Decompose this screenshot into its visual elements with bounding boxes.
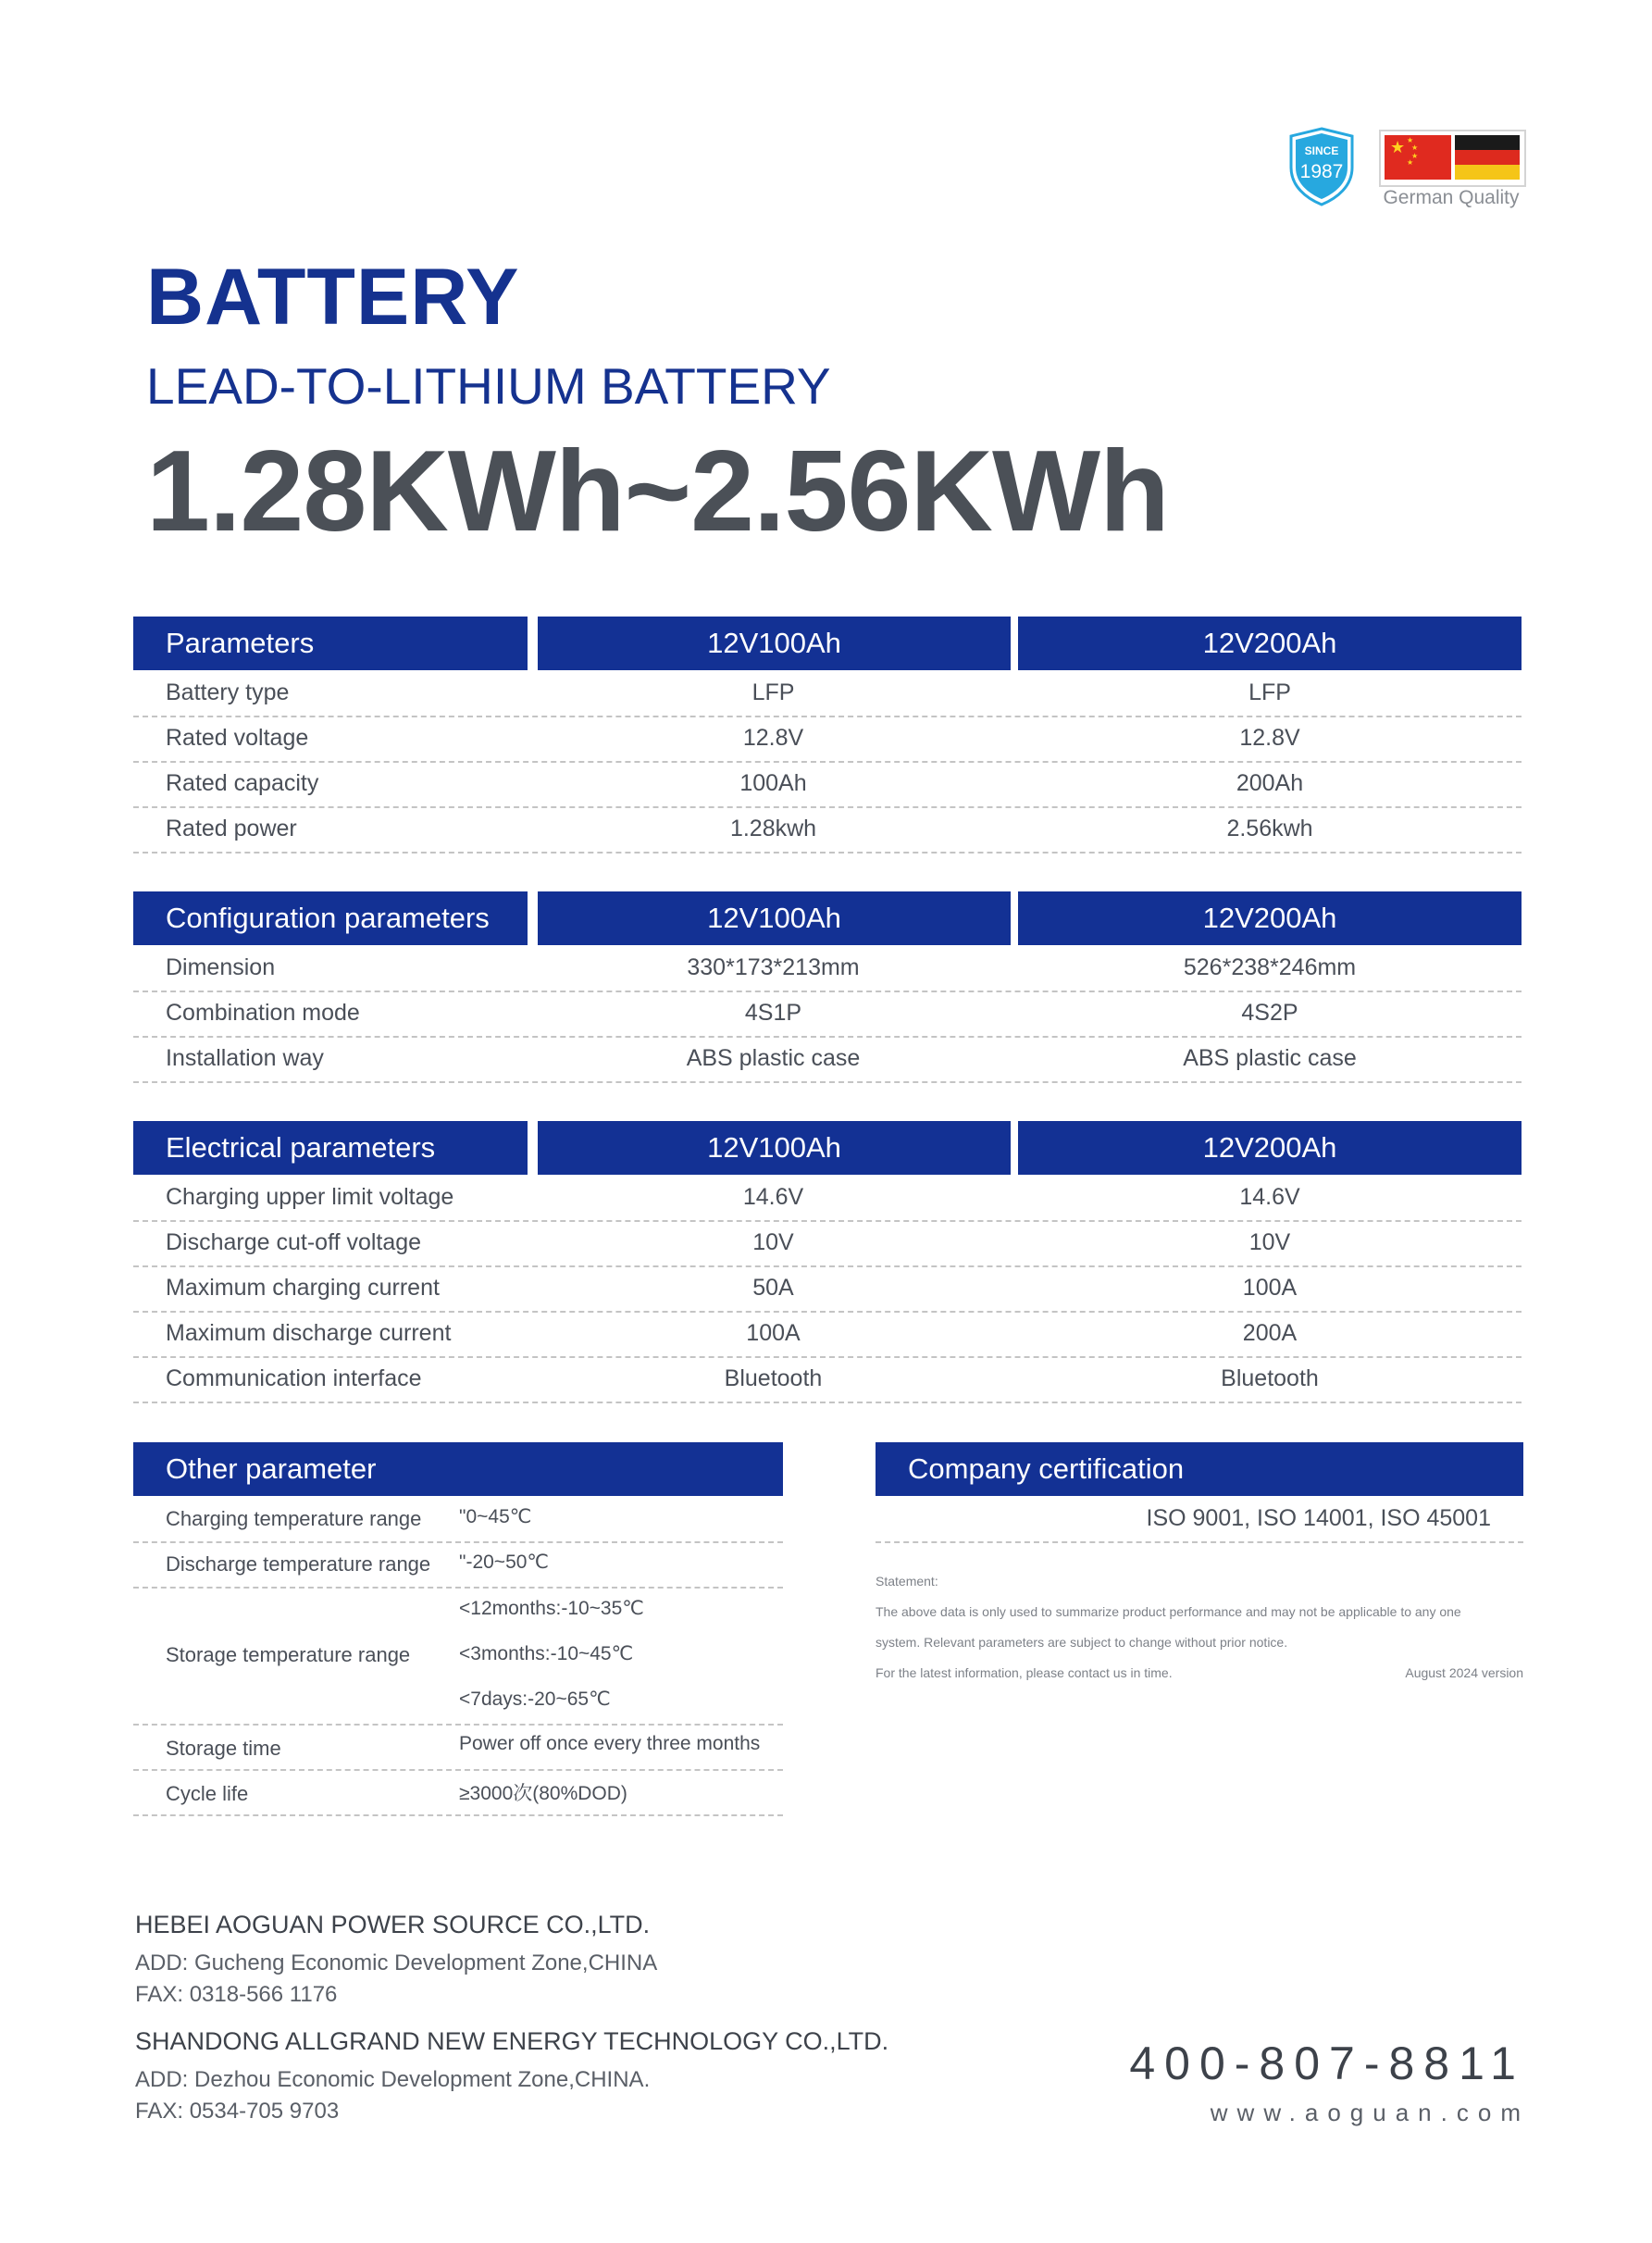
website: www.aoguan.com (1210, 2099, 1530, 2126)
table-row (133, 1769, 783, 1816)
row-value-200ah: LFP (1248, 679, 1291, 705)
table-row (133, 1036, 1522, 1083)
row-value-100ah: 330*173*213mm (687, 954, 860, 980)
table-header-label: Electrical parameters (133, 1121, 528, 1175)
certification-header: Company certification (876, 1442, 1523, 1496)
row-value-100ah: ABS plastic case (686, 1045, 861, 1071)
table-header-model-100ah: 12V100Ah (538, 617, 1011, 670)
statement-version: August 2024 version (1405, 1665, 1523, 1680)
row-label: Cycle life (166, 1782, 249, 1805)
table-row (133, 1541, 783, 1589)
table-row (133, 1496, 783, 1543)
row-value-200ah: 12.8V (1239, 725, 1300, 751)
row-label: Charging upper limit voltage (166, 1184, 454, 1210)
germany-flag-icon (1455, 135, 1520, 180)
table-row (133, 945, 1522, 992)
table-header-label: Parameters (133, 617, 528, 670)
table-header-model-200ah: 12V200Ah (1018, 891, 1522, 945)
row-label: Discharge cut-off voltage (166, 1229, 422, 1255)
row-value-200ah: 2.56kwh (1226, 816, 1313, 841)
statement-line: system. Relevant parameters are subject to change without prior notice. (876, 1635, 1288, 1650)
row-label: Rated power (166, 816, 297, 841)
table-row (133, 991, 1522, 1038)
table-row (133, 761, 1522, 808)
since-year: 1987 (1299, 161, 1344, 182)
flags-badge (1379, 130, 1526, 187)
row-value: <3months:-10~45℃ (459, 1643, 634, 1664)
table-row (133, 1311, 1522, 1358)
table-row (133, 806, 1522, 854)
table-row (133, 1724, 783, 1771)
company-address: ADD: Gucheng Economic Development Zone,CHINA (135, 1950, 658, 1975)
row-value-100ah: 100Ah (739, 770, 807, 796)
row-label: Discharge temperature range (166, 1552, 431, 1576)
other-parameter-header: Other parameter (133, 1442, 783, 1496)
company-address: ADD: Dezhou Economic Development Zone,CHINA. (135, 2067, 651, 2092)
statement-line: For the latest information, please contact us in time. (876, 1665, 1173, 1680)
since-label: SINCE (1304, 144, 1339, 157)
row-value-100ah: 100A (746, 1320, 801, 1346)
table-header-model-100ah: 12V100Ah (538, 891, 1011, 945)
company-fax: FAX: 0318-566 1176 (135, 1982, 338, 2007)
page-subtitle: LEAD-TO-LITHIUM BATTERY (146, 357, 831, 415)
row-label: Storage temperature range (166, 1643, 411, 1666)
row-value-200ah: 100A (1242, 1275, 1298, 1301)
table-row (133, 1587, 783, 1726)
row-value: Power off once every three months (459, 1733, 761, 1754)
row-value-100ah: 4S1P (744, 1000, 802, 1026)
row-label: Communication interface (166, 1365, 422, 1391)
page-title: BATTERY (146, 253, 520, 342)
table-row (133, 1220, 1522, 1267)
table-header-model-200ah: 12V200Ah (1018, 1121, 1522, 1175)
row-label: Rated capacity (166, 770, 319, 796)
row-label: Battery type (166, 679, 290, 705)
row-value-100ah: 12.8V (742, 725, 804, 751)
china-flag-icon: ★ ★ ★ ★ ★ (1385, 135, 1451, 180)
row-value: "-20~50℃ (459, 1551, 550, 1573)
company-name: HEBEI AOGUAN POWER SOURCE CO.,LTD. (135, 1911, 651, 1938)
table-row (133, 1356, 1522, 1403)
table-row (133, 1265, 1522, 1313)
row-value-100ah: 50A (752, 1275, 794, 1301)
certification-value: ISO 9001, ISO 14001, ISO 45001 (1146, 1505, 1491, 1531)
capacity-range: 1.28KWh~2.56KWh (146, 428, 1169, 555)
row-value: <12months:-10~35℃ (459, 1598, 644, 1619)
table-row (876, 1496, 1523, 1543)
row-label: Combination mode (166, 1000, 360, 1026)
row-value-200ah: ABS plastic case (1183, 1045, 1357, 1071)
row-value-200ah: 14.6V (1239, 1184, 1300, 1210)
row-value-100ah: 10V (752, 1229, 794, 1255)
row-label: Installation way (166, 1045, 324, 1071)
row-label: Maximum discharge current (166, 1320, 452, 1346)
row-label: Maximum charging current (166, 1275, 440, 1301)
company-name: SHANDONG ALLGRAND NEW ENERGY TECHNOLOGY CO.,LTD. (135, 2027, 889, 2055)
row-value-100ah: Bluetooth (724, 1365, 823, 1391)
statement-title: Statement: (876, 1574, 938, 1589)
row-value-200ah: 200A (1242, 1320, 1298, 1346)
row-value-200ah: Bluetooth (1221, 1365, 1319, 1391)
row-value-200ah: 10V (1248, 1229, 1291, 1255)
row-value-200ah: 526*238*246mm (1183, 954, 1357, 980)
row-value-200ah: 4S2P (1241, 1000, 1298, 1026)
row-value-100ah: LFP (751, 679, 795, 705)
german-quality-label: German Quality (1383, 187, 1520, 208)
table-row (133, 1175, 1522, 1222)
row-value: "0~45℃ (459, 1506, 532, 1527)
phone-number: 400-807-8811 (1129, 2037, 1525, 2089)
row-label: Charging temperature range (166, 1507, 422, 1530)
row-value: <7days:-20~65℃ (459, 1688, 611, 1710)
row-value-100ah: 14.6V (742, 1184, 804, 1210)
row-value: ≥3000次(80%DOD) (459, 1783, 627, 1804)
row-value-100ah: 1.28kwh (729, 816, 817, 841)
row-label: Rated voltage (166, 725, 309, 751)
table-row (133, 670, 1522, 717)
row-label: Dimension (166, 954, 276, 980)
table-header-model-200ah: 12V200Ah (1018, 617, 1522, 670)
table-row (133, 716, 1522, 763)
statement-line: The above data is only used to summarize product performance and may not be applicable to any one (876, 1604, 1461, 1619)
since-1987-badge (1289, 127, 1354, 206)
row-label: Storage time (166, 1737, 281, 1760)
table-header-model-100ah: 12V100Ah (538, 1121, 1011, 1175)
row-value-200ah: 200Ah (1236, 770, 1304, 796)
table-header-label: Configuration parameters (133, 891, 528, 945)
company-fax: FAX: 0534-705 9703 (135, 2099, 340, 2124)
